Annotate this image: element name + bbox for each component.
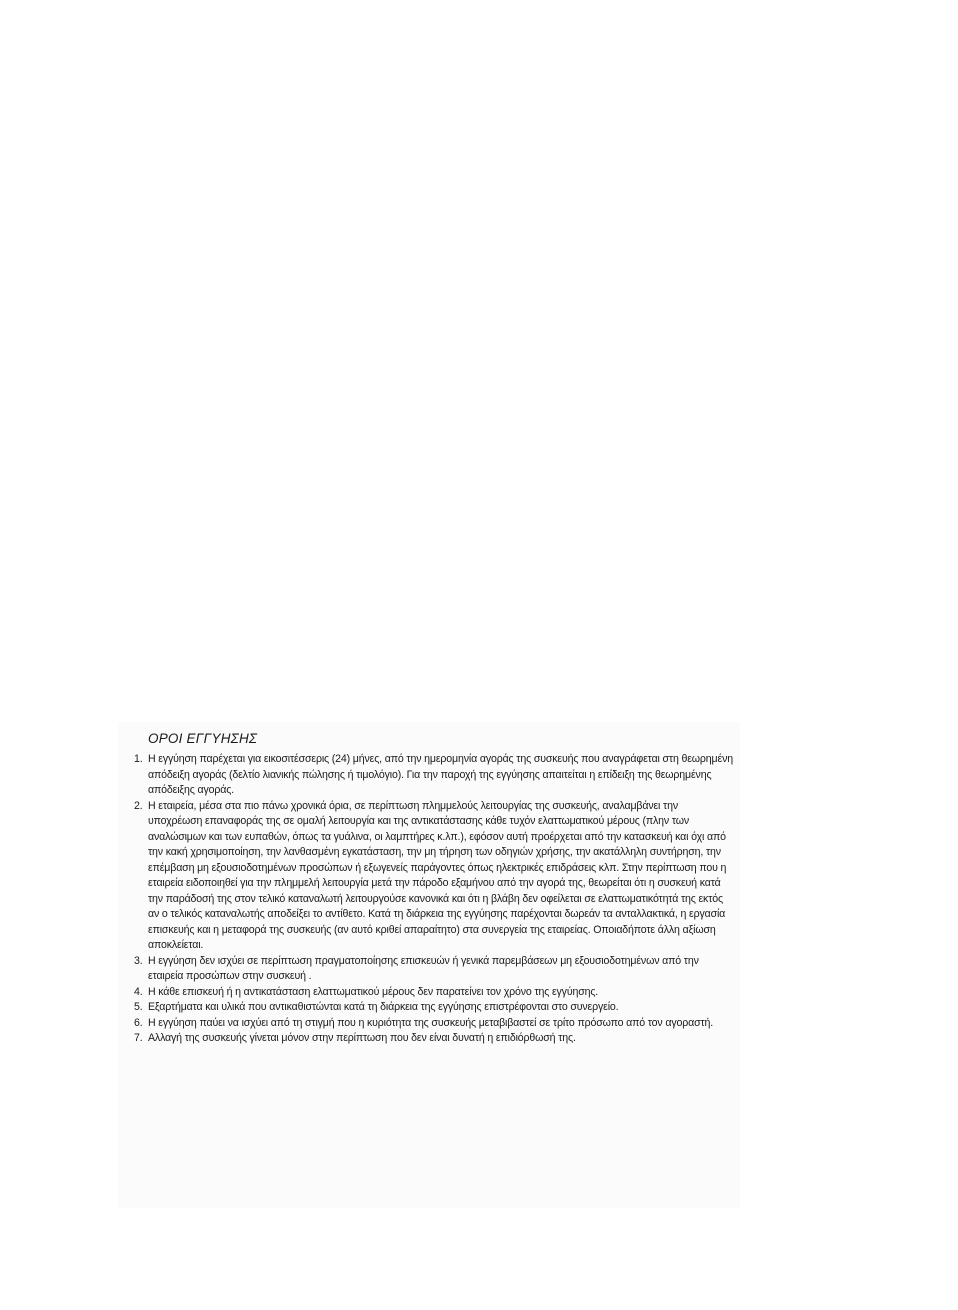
term-number: 2.: [134, 799, 143, 812]
warranty-term-2: [134, 799, 734, 954]
warranty-terms-title: ΟΡΟΙ ΕΓΓΥΗΣΗΣ: [148, 731, 258, 746]
term-text: Η κάθε επισκευή ή η αντικατάσταση ελαττωματικού μέρους δεν παρατείνει τον χρόνο της εγγύησης.: [148, 985, 599, 998]
term-number: 4.: [134, 985, 143, 998]
warranty-term-4: [134, 985, 734, 1001]
term-text: Αλλαγή της συσκευής γίνεται μόνον στην περίπτωση που δεν είναι δυνατή η επιδιόρθωσή της.: [148, 1032, 576, 1044]
term-text: Η εγγύηση παύει να ισχύει από τη στιγμή που η κυριότητα της συσκευής μεταβιβαστεί σε τρίτο πρόσωπο από τον αγοραστή.: [148, 1016, 714, 1029]
term-number: 7.: [134, 1032, 143, 1044]
warranty-term-1: [134, 752, 734, 799]
warranty-term-7: [134, 1031, 734, 1047]
term-text: Η εγγύηση δεν ισχύει σε περίπτωση πραγματοποίησης επισκευών ή γενικά παρεμβάσεων μη εξουσιοδοτημένων από την εταιρεία προσώπων στην συσκευή .: [148, 954, 699, 982]
term-number: 3.: [134, 954, 143, 967]
warranty-terms-list: [134, 752, 734, 1047]
term-text: Η εγγύηση παρέχεται για εικοσιτέσσερις (24) μήνες, από την ημερομηνία αγοράς της συσκευής που αναγράφεται στη θεωρημένη απόδειξη αγοράς (δελτίο λιανικής πώλησης ή τιμολόγιο). Για την παροχή της εγγύησης απαιτείται η επίδειξη της θεωρημένης απόδειξης αγοράς.: [148, 753, 733, 796]
term-number: 1.: [134, 753, 143, 765]
term-number: 5.: [134, 1001, 143, 1013]
warranty-term-6: [134, 1016, 734, 1032]
warranty-term-3: [134, 954, 734, 985]
warranty-term-5: [134, 1000, 734, 1016]
term-text: Η εταιρεία, μέσα στα πιο πάνω χρονικά όρια, σε περίπτωση πλημμελούς λειτουργίας της συσκευής, αναλαμβάνει την υποχρέωση επαναφοράς της σε ομαλή λειτουργία και της αντικατάστασης κάθε τυχόν ελαττωματικού μέρους (πλην των αναλώσιμων και των ευπαθών, όπως τα γυάλινα, οι λαμπτήρες κ.λπ.), εφόσον αυτή προέρχεται από την κατασκευή και όχι από την κακή χρησιμοποίηση, την λανθασμένη εγκατάσταση, την μη τήρηση των οδηγιών χρήσης, την ακατάλληλη συντήρηση, την επέμβαση μη εξουσιοδοτημένων προσώπων ή εξωγενείς παράγοντες όπως ηλεκτρικές επιδράσεις κλπ. Στην περίπτωση που η εταιρεία ειδοποιηθεί για την πλημμελή λειτουργία μετά την πάροδο εξαμήνου από την αγορά της, θεωρείται ότι η συσκευή κατά την παράδοσή της στον τελικό καταναλωτή λειτουργούσε κανονικά και ότι η βλάβη δεν οφείλεται σε ελαττωματικότητά της εκτός αν ο τελικός καταναλωτής αποδείξει το αντίθετο. Κατά τη διάρκεια της εγγύησης παρέχονται δωρεάν τα ανταλλακτικά, η εργασία επισκευής και η μεταφορά της συσκευής (αν αυτό κριθεί απαραίτητο) στα συνεργεία της εταιρείας. Οποιαδήποτε άλλη αξίωση αποκλείεται.: [148, 799, 727, 951]
term-number: 6.: [134, 1016, 143, 1029]
term-text: Εξαρτήματα και υλικά που αντικαθιστώνται κατά τη διάρκεια της εγγύησης επιστρέφονται στο συνεργείο.: [148, 1001, 619, 1013]
